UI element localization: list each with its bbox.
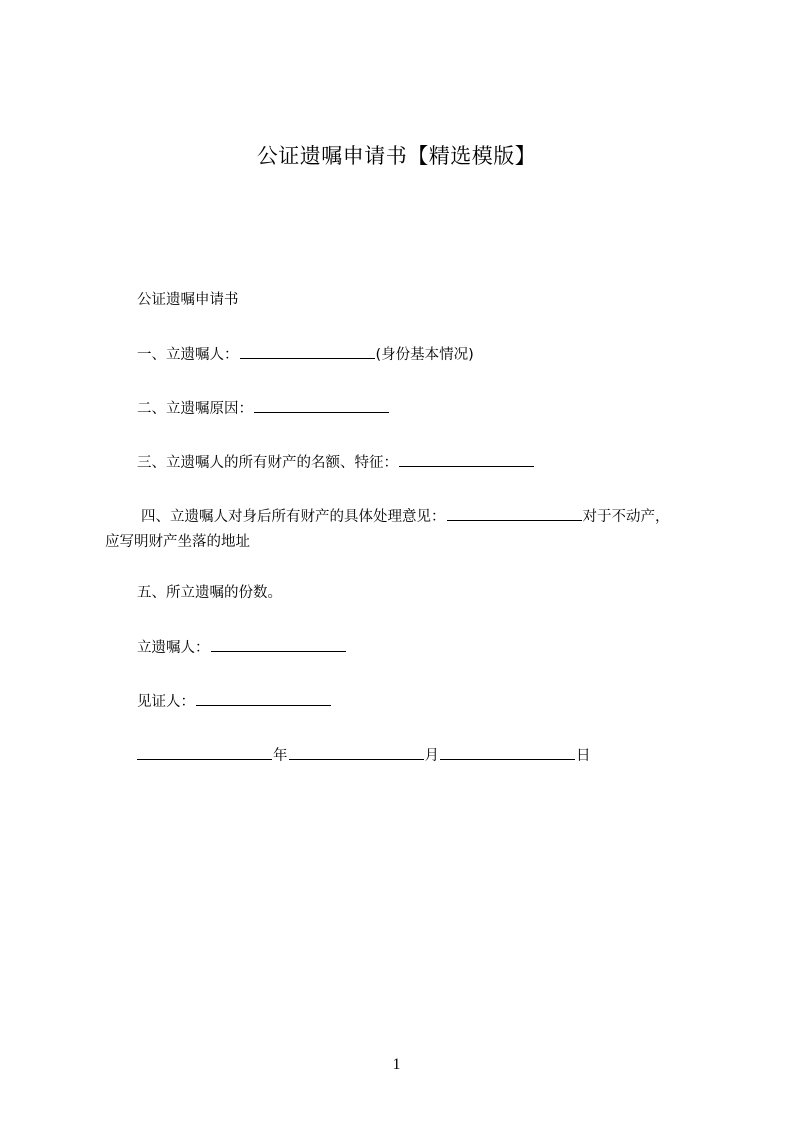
witness-label: 见证人：: [137, 694, 195, 710]
item4-label: 四、立遗嘱人对身后所有财产的具体处理意见：: [141, 509, 446, 525]
month-blank: [289, 745, 424, 760]
item-property-line: [137, 452, 535, 473]
item-reason-line: [137, 398, 390, 419]
witness-blank: [196, 691, 331, 706]
year-label: 年: [273, 748, 288, 764]
item-copies-line: 五、所立遗嘱的份数。: [137, 585, 282, 601]
testator-signature-line: [137, 637, 347, 658]
testator-label: 立遗嘱人：: [137, 640, 210, 656]
item-testator-line: [137, 344, 474, 365]
year-blank: [137, 745, 272, 760]
item3-blank: [399, 452, 534, 467]
document-heading: 公证遗嘱申请书: [137, 292, 239, 308]
date-line: [137, 745, 591, 766]
document-title: 公证遗嘱申请书【精选模版】: [256, 144, 537, 168]
item4-continuation: 应写明财产坐落的地址: [105, 534, 250, 550]
page-number: 1: [392, 1056, 401, 1073]
item2-label: 二、立遗嘱原因：: [137, 401, 253, 417]
witness-signature-line: [137, 691, 332, 712]
item-disposal-paragraph: [105, 505, 705, 555]
day-label: 日: [576, 748, 591, 764]
month-label: 月: [424, 748, 439, 764]
item4-suffix: 对于不动产，: [582, 509, 670, 525]
item1-suffix: (身份基本情况): [375, 347, 474, 363]
day-blank: [440, 745, 575, 760]
item2-blank: [254, 398, 389, 413]
item1-label: 一、立遗嘱人：: [137, 347, 239, 363]
item1-blank: [240, 344, 375, 359]
testator-blank: [211, 637, 346, 652]
item3-label: 三、立遗嘱人的所有财产的名额、特征：: [137, 455, 398, 471]
item4-blank: [447, 506, 582, 521]
